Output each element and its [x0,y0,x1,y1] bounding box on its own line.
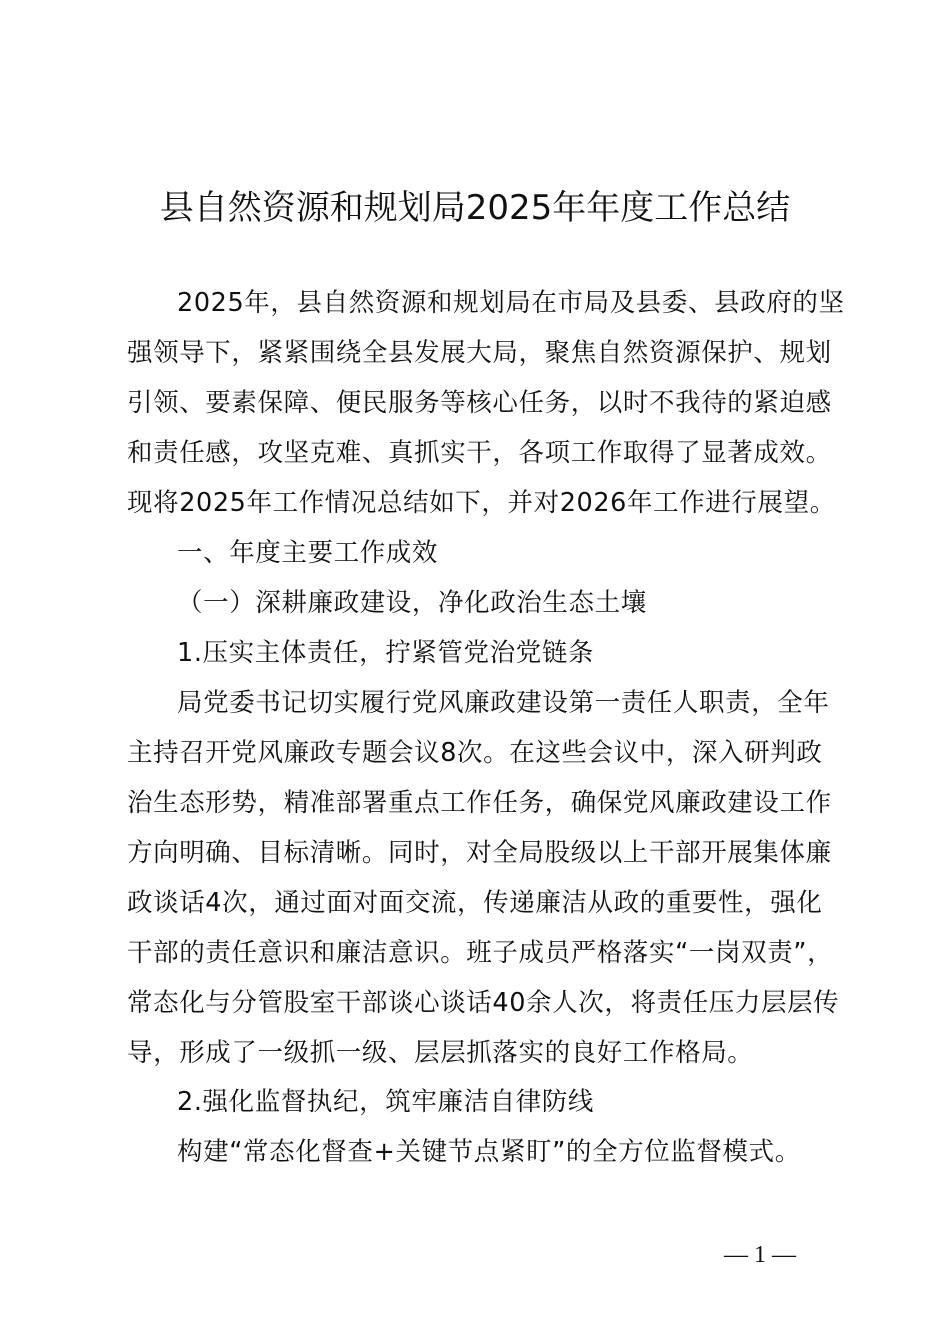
item-heading: 2.强化监督执纪，筑牢廉洁自律防线 [177,1087,595,1117]
paragraph-line: 主持召开党风廉政专题会议8次。在这些会议中，深入研判政 [127,738,823,768]
document-title: 县自然资源和规划局2025年年度工作总结 [159,188,791,228]
paragraph-line: 常态化与分管股室干部谈心谈话40余人次，将责任压力层层传 [127,988,840,1018]
section-heading: 一、年度主要工作成效 [177,538,439,568]
paragraph-line: 引领、要素保障、便民服务等核心任务，以时不我待的紧迫感 [127,388,832,418]
paragraph-line: 强领导下，紧紧围绕全县发展大局，聚焦自然资源保护、规划 [127,338,832,368]
paragraph-line: 导，形成了一级抓一级、层层抓落实的良好工作格局。 [127,1038,754,1068]
paragraph-line: 治生态形势，精准部署重点工作任务，确保党风廉政建设工作 [127,788,832,818]
paragraph-line: 干部的责任意识和廉洁意识。班子成员严格落实“一岗双责”， [127,938,834,968]
paragraph-line: 构建“常态化督查+关键节点紧盯”的全方位监督模式。 [177,1137,801,1167]
subsection-heading: （一）深耕廉政建设，净化政治生态土壤 [177,588,647,618]
paragraph-line: 局党委书记切实履行党风廉政建设第一责任人职责，全年 [177,688,830,718]
paragraph-line: 政谈话4次，通过面对面交流，传递廉洁从政的重要性，强化 [127,888,823,918]
item-heading: 1.压实主体责任，拧紧管党治党链条 [177,638,595,668]
page-number: — 1 — [724,1242,796,1268]
paragraph-line: 2025年，县自然资源和规划局在市局及县委、县政府的坚 [177,288,845,318]
paragraph-line: 和责任感，攻坚克难、真抓实干，各项工作取得了显著成效。 [127,438,832,468]
paragraph-line: 现将2025年工作情况总结如下，并对2026年工作进行展望。 [127,488,836,518]
paragraph-line: 方向明确、目标清晰。同时，对全局股级以上干部开展集体廉 [127,838,832,868]
